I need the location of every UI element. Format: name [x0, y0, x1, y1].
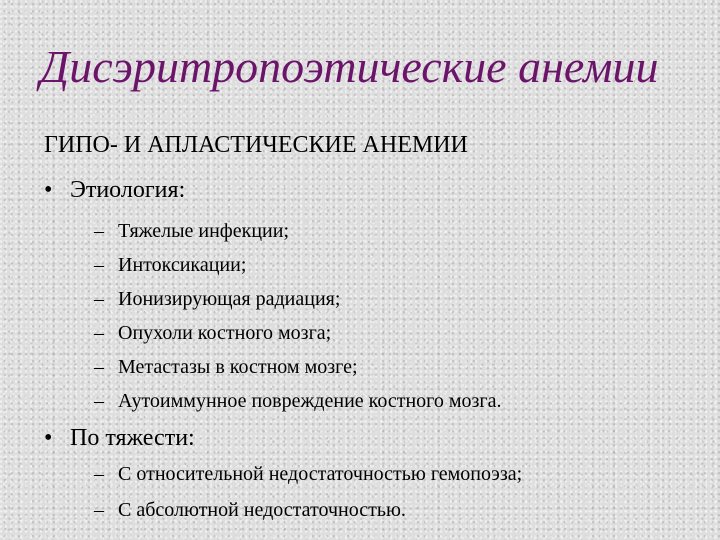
list-item: – Опухоли костного мозга; [94, 316, 502, 350]
bullet-severity [44, 420, 522, 456]
dash-icon: – [94, 220, 104, 242]
list-item: – Ионизирующая радиация; [94, 282, 502, 316]
bullet-icon: • [44, 177, 53, 203]
dash-icon: – [94, 288, 104, 310]
dash-icon: – [94, 356, 104, 378]
dash-icon: – [94, 463, 104, 485]
dash-icon: – [94, 499, 104, 521]
section-severity [44, 420, 522, 528]
section-heading: Этиология: [70, 177, 186, 203]
list-item: – Интоксикации; [94, 248, 502, 282]
dash-icon: – [94, 254, 104, 276]
etiology-list [44, 214, 502, 418]
severity-list [44, 456, 522, 528]
dash-icon: – [94, 322, 104, 344]
list-item: – Метастазы в костном мозге; [94, 350, 502, 384]
list-item: – Тяжелые инфекции; [94, 214, 502, 248]
list-item: – С абсолютной недостаточностью. [94, 492, 522, 528]
slide-subtitle: ГИПО- И АПЛАСТИЧЕСКИЕ АНЕМИИ [44, 132, 468, 158]
bullet-icon: • [44, 425, 53, 451]
list-item: – Аутоиммунное повреждение костного мозга. [94, 384, 502, 418]
slide-title: Дисэритропоэтические анемии [40, 41, 659, 92]
dash-icon: – [94, 390, 104, 412]
list-item: – С относительной недостаточностью гемопоэза; [94, 456, 522, 492]
section-etiology [44, 172, 502, 418]
section-heading: По тяжести: [70, 425, 195, 451]
bullet-etiology [44, 172, 502, 208]
